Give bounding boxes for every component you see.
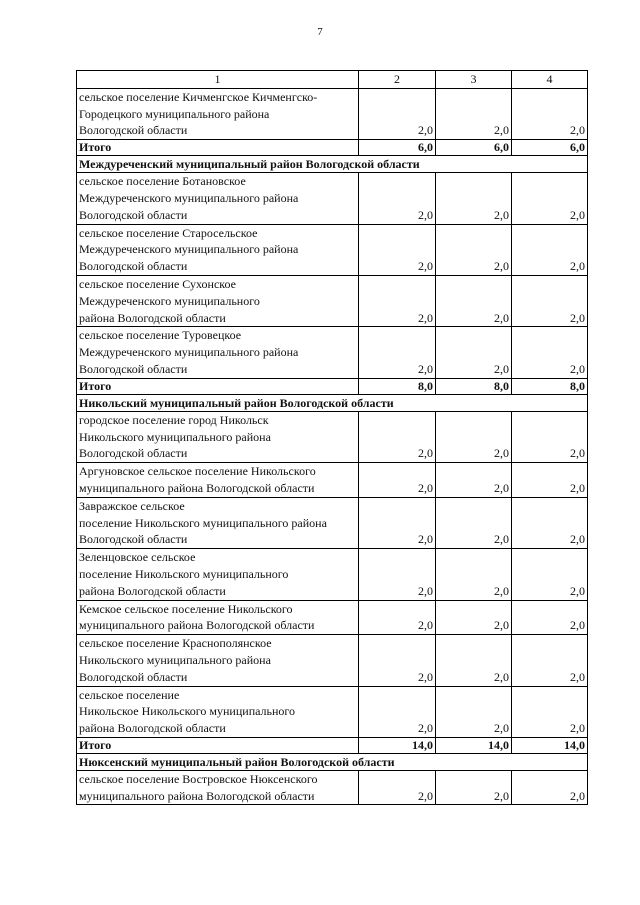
name-line: района Вологодской области [79,583,226,598]
name-line: сельское поселение Ботановское [79,174,246,189]
header-col-2: 2 [359,71,436,89]
value-col-4: 2,0 [512,275,588,326]
settlement-name [77,173,359,224]
name-line: сельское поселение Старосельское [79,225,258,240]
table-row [77,88,588,139]
value-col-4: 2,0 [512,173,588,224]
value-col-4: 2,0 [512,497,588,548]
value-col-3: 2,0 [436,327,512,378]
value-col-3: 2,0 [436,635,512,686]
section-row [77,753,588,770]
value-col-2: 2,0 [359,275,436,326]
name-line: сельское поселение Сухонское [79,276,236,291]
value-col-3: 2,0 [436,411,512,462]
name-line: Междуреченского муниципального района [79,190,299,205]
table-row [77,411,588,462]
header-col-1: 1 [77,71,359,89]
value-col-2: 14,0 [359,737,436,753]
name-line: муниципального района Вологодской области [79,788,315,803]
value-col-2: 2,0 [359,88,436,139]
name-line: Никольского муниципального района [79,429,271,444]
value-col-2: 6,0 [359,140,436,156]
value-col-3: 2,0 [436,463,512,498]
table-row [77,275,588,326]
name-line: сельское поселение Краснополянское [79,636,272,651]
value-col-3: 2,0 [436,88,512,139]
name-line: сельское поселение Востровское Нюксенского [79,771,318,786]
settlement-name [77,88,359,139]
table-row [77,224,588,275]
table-row [77,173,588,224]
value-col-3: 8,0 [436,378,512,394]
value-col-2: 2,0 [359,497,436,548]
value-col-2: 2,0 [359,173,436,224]
value-col-2: 2,0 [359,549,436,600]
name-line: Итого [79,140,112,155]
settlement-name [77,327,359,378]
value-col-4: 2,0 [512,635,588,686]
table-row [77,549,588,600]
name-line: Итого [79,378,112,393]
value-col-4: 2,0 [512,224,588,275]
table-row [77,686,588,737]
table-row [77,770,588,805]
value-col-3: 2,0 [436,549,512,600]
value-col-3: 2,0 [436,275,512,326]
value-col-3: 14,0 [436,737,512,753]
name-line: сельское поселение Туровецкое [79,328,242,343]
total-row [77,378,588,394]
name-line: Вологодской области [79,259,188,274]
value-col-3: 2,0 [436,600,512,635]
value-col-4: 2,0 [512,327,588,378]
section-row [77,394,588,411]
value-col-2: 2,0 [359,635,436,686]
name-line: сельское поселение Кичменгское Кичменгско- [79,89,318,104]
name-line: Вологодской области [79,207,188,222]
value-col-2: 2,0 [359,686,436,737]
value-col-4: 2,0 [512,770,588,805]
value-col-2: 2,0 [359,327,436,378]
name-line: Никольского муниципального района [79,652,271,667]
total-label [77,140,359,156]
section-title-line: Никольский муниципальный район Вологодской области [79,395,394,410]
table-body [77,88,588,805]
section-title-line: Нюксенский муниципальный район Вологодской области [79,754,395,769]
total-label [77,737,359,753]
name-line: поселение Никольского муниципального [79,566,289,581]
value-col-2: 2,0 [359,600,436,635]
value-col-4: 2,0 [512,411,588,462]
value-col-3: 2,0 [436,173,512,224]
name-line: района Вологодской области [79,721,226,736]
name-line: Городецкого муниципального района [79,106,270,121]
name-line: Аргуновское сельское поселение Никольского [79,464,316,479]
name-line: Завражское сельское [79,498,185,513]
value-col-3: 6,0 [436,140,512,156]
section-row [77,156,588,173]
value-col-4: 2,0 [512,463,588,498]
name-line: Междуреченского муниципального района [79,242,299,257]
name-line: сельское поселение [79,687,180,702]
value-col-4: 14,0 [512,737,588,753]
value-col-2: 2,0 [359,770,436,805]
table-row [77,327,588,378]
table-row [77,497,588,548]
settlement-name [77,686,359,737]
name-line: Итого [79,737,112,752]
table-row [77,635,588,686]
settlement-name [77,600,359,635]
table-row [77,463,588,498]
value-col-2: 2,0 [359,224,436,275]
name-line: Вологодской области [79,361,188,376]
name-line: городское поселение город Никольск [79,412,269,427]
value-col-3: 2,0 [436,497,512,548]
name-line: Вологодской области [79,446,188,461]
header-col-4: 4 [512,71,588,89]
value-col-4: 8,0 [512,378,588,394]
settlement-name [77,549,359,600]
name-line: Междуреченского муниципального района [79,345,299,360]
settlement-name [77,497,359,548]
value-col-3: 2,0 [436,224,512,275]
name-line: Вологодской области [79,532,188,547]
name-line: Междуреченского муниципального [79,293,260,308]
value-col-4: 6,0 [512,140,588,156]
value-col-2: 2,0 [359,463,436,498]
section-title [77,156,588,173]
value-col-4: 2,0 [512,549,588,600]
name-line: района Вологодской области [79,310,226,325]
settlement-name [77,275,359,326]
value-col-2: 8,0 [359,378,436,394]
table-row [77,600,588,635]
settlement-name [77,411,359,462]
total-row [77,737,588,753]
value-col-3: 2,0 [436,686,512,737]
name-line: Вологодской области [79,669,188,684]
allocation-table [76,70,588,805]
section-title-line: Междуреченский муниципальный район Вологодской области [79,157,420,172]
settlement-name [77,463,359,498]
header-col-3: 3 [436,71,512,89]
settlement-name [77,770,359,805]
name-line: Вологодской области [79,123,188,138]
value-col-4: 2,0 [512,686,588,737]
section-title [77,394,588,411]
value-col-4: 2,0 [512,600,588,635]
value-col-3: 2,0 [436,770,512,805]
total-label [77,378,359,394]
name-line: Кемское сельское поселение Никольского [79,601,293,616]
name-line: поселение Никольского муниципального района [79,515,327,530]
section-title [77,753,588,770]
value-col-2: 2,0 [359,411,436,462]
settlement-name [77,635,359,686]
name-line: Зеленцовское сельское [79,550,196,565]
settlement-name [77,224,359,275]
header-row [77,71,588,89]
total-row [77,140,588,156]
name-line: муниципального района Вологодской области [79,480,315,495]
name-line: Никольское Никольского муниципального [79,704,296,719]
value-col-4: 2,0 [512,88,588,139]
page-number: 7 [317,26,323,38]
name-line: муниципального района Вологодской области [79,618,315,633]
